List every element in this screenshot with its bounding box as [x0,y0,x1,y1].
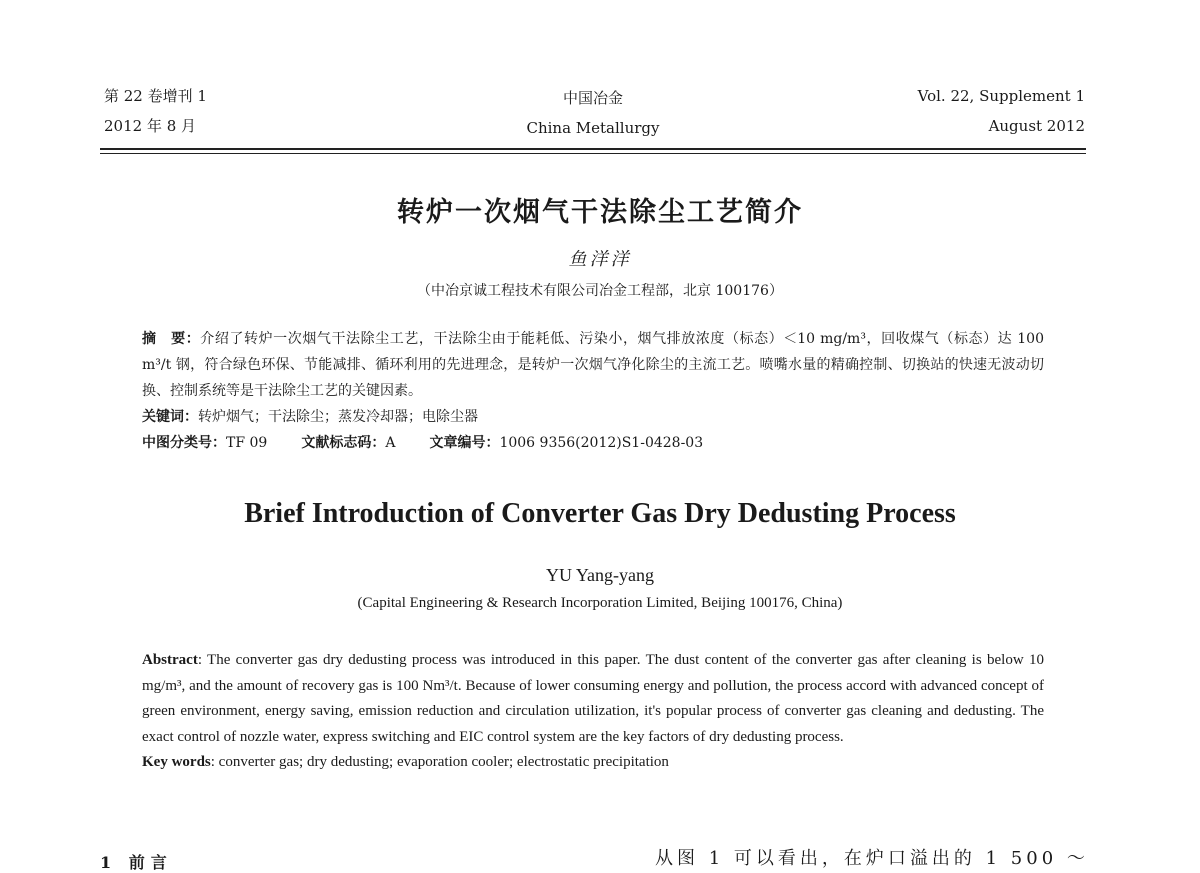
keywords-en-text: converter gas; dry dedusting; evaporation cooler; electrostatic precipitation [218,754,669,771]
abstract-cn-label: 摘 要： [142,331,201,347]
keywords-cn [142,404,1044,430]
volume-en: Vol. 22, Supplement 1 [917,87,1085,105]
issue-cn: 第 22 卷增刊 1 [104,87,207,105]
keywords-cn-text: 转炉烟气；干法除尘；蒸发冷却器；电除尘器 [198,409,478,425]
clc-value: TF 09 [226,435,268,451]
article-no-value: 1006 9356(2012)S1-0428-03 [499,435,704,451]
body-text-partial: 从图 1 可以看出，在炉口溢出的 1 500 ～ [655,848,1089,869]
journal-name [450,89,736,149]
paper-title-en: Brief Introduction of Converter Gas Dry Dedusting Process [244,498,956,529]
journal-name-en: China Metallurgy [526,119,660,137]
journal-name-cn: 中国冶金 [562,89,623,107]
abstract-en-label: Abstract [142,652,198,668]
keywords-en-label: Key words [142,754,211,771]
abstract-en-block [142,648,1044,776]
section-heading-partial: 1 前言 [100,853,173,872]
abstract-en-text: The converter gas dry dedusting process was introduced in this paper. The dust content of the converter gas after cleaning is below 10 mg/m³, and the amount of recovery gas is 100 Nm³/t. Because of lower consuming energy and pollution, the process accord with advanced concept of green environment, energy saving, emission reduction and circulation utilization, it's popular process of converter gas cleaning and dedusting. The exact control of nozzle water, express switching and EIC control system are the key factors of dry dedusting process. [142,652,1044,745]
author-cn: 鱼洋洋 [568,249,632,270]
clc-label: 中图分类号： [142,435,226,451]
doc-code-value: A [385,435,396,451]
abstract-en: Abstract: The converter gas dry dedusting process was introduced in this paper. The dust content of the converter gas after cleaning is below 10 mg/m³, and the amount of recovery gas is 100 Nm³/t. Because of lower consuming energy and pollution, the process accord with advanced concept of green environment, energy saving, emission reduction and circulation utilization, it's popular process of converter gas cleaning and dedusting. The exact control of nozzle water, express switching and EIC control system are the key factors of dry dedusting process. [142,652,1044,745]
journal-issue [104,87,207,147]
classification-line [142,430,1044,456]
paper-title-cn: 转炉一次烟气干法除尘工艺简介 [397,197,803,228]
volume-info [918,87,1085,147]
abstract-cn-text: 介绍了转炉一次烟气干法除尘工艺，干法除尘由于能耗低、污染小，烟气排放浓度（标态）＜10 mg/m³，回收煤气（标态）达 100 m³/t 钢，符合绿色环保、节能减排、循环利用的先进理念，是转炉一次烟气净化除尘的主流工艺。喷嘴水量的精确控制、切换站的快速无波动切换、控制系统等是干法除尘工艺的关键因素。 [142,331,1044,399]
header-rule-thin [100,153,1086,154]
date-cn: 2012 年 8 月 [104,117,197,135]
article-no-label: 文章编号： [429,435,500,451]
date-en: August 2012 [988,117,1085,135]
keywords-cn-label: 关键词： [142,409,198,425]
author-en: YU Yang-yang [546,565,654,585]
header-rule-thick [100,148,1086,150]
doc-code-label: 文献标志码： [301,435,386,451]
keywords-en: Key words: converter gas; dry dedusting; evaporation cooler; electrostatic precipitation [142,754,669,771]
affiliation-cn: （中冶京诚工程技术有限公司冶金工程部，北京 100176） [417,283,783,299]
abstract-cn [142,326,1044,404]
abstract-cn-block [142,326,1044,456]
affiliation-en: (Capital Engineering & Research Incorporation Limited, Beijing 100176, China) [357,595,843,611]
